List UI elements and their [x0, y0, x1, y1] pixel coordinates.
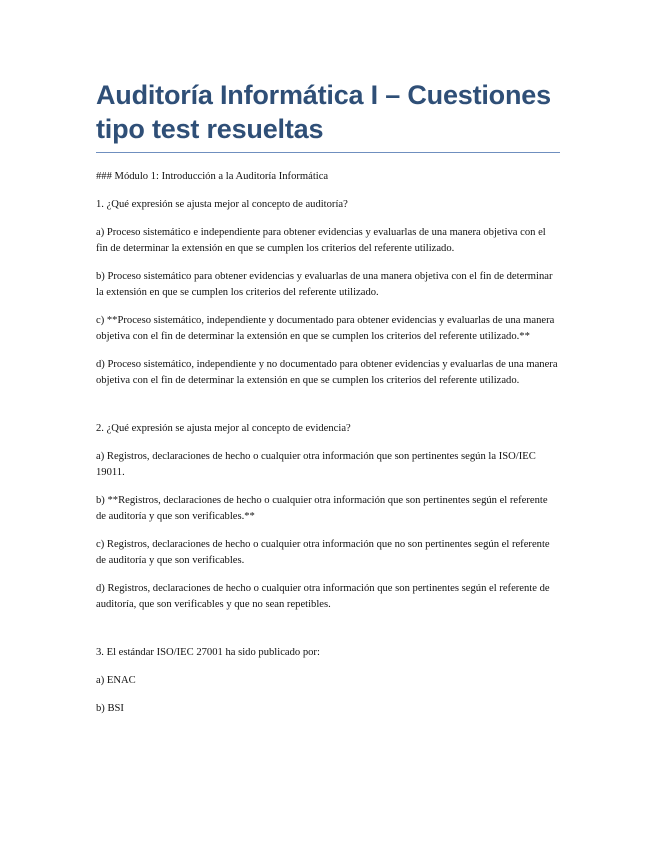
question-2-option-a: a) Registros, declaraciones de hecho o cualquier otra información que son pertinentes según la ISO/IEC 19011. [96, 451, 536, 478]
question-3-option-a: a) ENAC [96, 675, 136, 686]
question-2-option-d: d) Registros, declaraciones de hecho o cualquier otra información que son pertinentes según el referente de auditoría, que son verificables y que no sean repetibles. [96, 583, 550, 610]
spacer [96, 401, 560, 421]
question-1-option-d: d) Proceso sistemático, independiente y no documentado para obtener evidencias y evaluarlas de una manera objetiva con el fin de determinar la extensión en que se cumplen los criterios del referente utilizado. [96, 359, 558, 386]
question-3-option-b: b) BSI [96, 703, 124, 714]
title-line-2: tipo test resueltas [96, 114, 324, 144]
question-1-option-c: c) **Proceso sistemático, independiente y documentado para obtener evidencias y evaluarlas de una manera objetiva con el fin de determinar la extensión en que se cumplen los criterios del referente utilizado.** [96, 315, 555, 342]
title-divider [96, 152, 560, 153]
question-2-option-c: c) Registros, declaraciones de hecho o cualquier otra información que no son pertinentes según el referente de auditoría y que son verificables. [96, 539, 550, 566]
question-block-3 [96, 645, 560, 717]
question-1-option-b: b) Proceso sistemático para obtener evidencias y evaluarlas de una manera objetiva con el fin de determinar la extensión en que se cumplen los criterios del referente utilizado. [96, 271, 553, 298]
question-3: 3. El estándar ISO/IEC 27001 ha sido publicado por: [96, 647, 320, 658]
title-line-1: Auditoría Informática I – Cuestiones [96, 80, 551, 110]
question-2-option-b: b) **Registros, declaraciones de hecho o cualquier otra información que son pertinentes según el referente de auditoría y que son verificables.** [96, 495, 548, 522]
spacer [96, 625, 560, 645]
question-block-2 [96, 421, 560, 613]
question-1: 1. ¿Qué expresión se ajusta mejor al concepto de auditoría? [96, 199, 348, 210]
module-heading: ### Módulo 1: Introducción a la Auditoría Informática [96, 171, 329, 182]
document-page [96, 78, 560, 729]
question-2: 2. ¿Qué expresión se ajusta mejor al concepto de evidencia? [96, 423, 351, 434]
question-block-1 [96, 197, 560, 389]
document-title [96, 78, 560, 152]
question-1-option-a: a) Proceso sistemático e independiente para obtener evidencias y evaluarlas de una manera objetiva con el fin de determinar la extensión en que se cumplen los criterios del referente utilizado. [96, 227, 546, 254]
